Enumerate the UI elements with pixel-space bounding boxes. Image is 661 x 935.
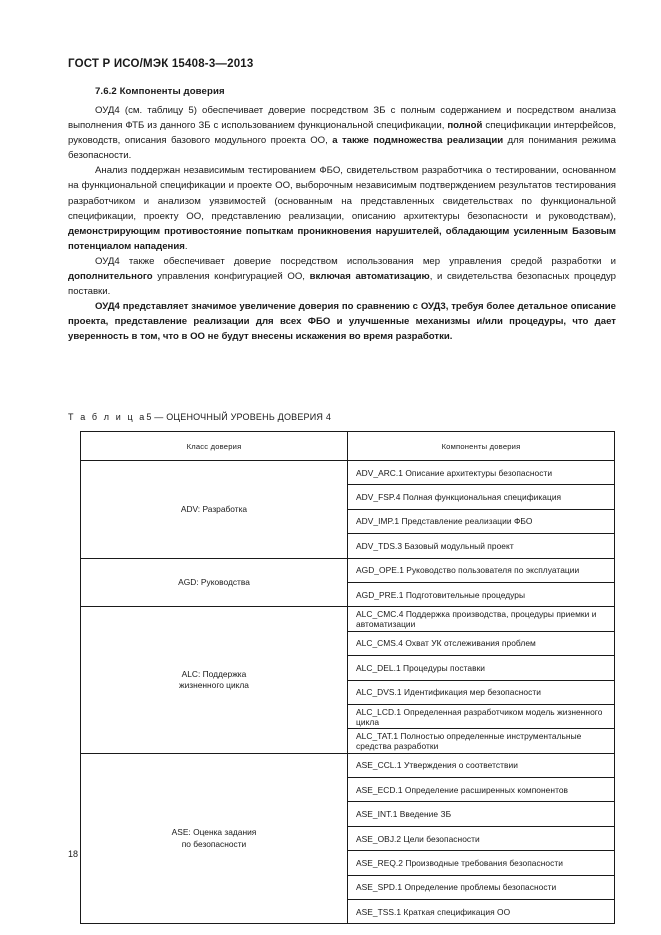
table-row (81, 753, 615, 777)
assurance-component-cell: ALC_CMC.4 Поддержка производства, процедуры приемки и автоматизации (348, 607, 615, 631)
body-paragraph (68, 103, 616, 163)
assurance-component-cell: ALC_LCD.1 Определенная разработчиком модель жизненного цикла (348, 704, 615, 728)
assurance-component-cell: ASE_SPD.1 Определение проблемы безопасности (348, 875, 615, 899)
table-row (81, 461, 615, 485)
paragraph-run-bold: включая автоматизацию (309, 271, 430, 283)
table-body (81, 461, 615, 924)
assurance-component-cell: ASE_INT.1 Введение ЗБ (348, 802, 615, 826)
assurance-level-table (80, 431, 615, 924)
assurance-component-cell: ALC_DEL.1 Процедуры поставки (348, 656, 615, 680)
body-content (68, 86, 616, 345)
body-paragraph (68, 163, 616, 254)
table-caption-text: 5 — ОЦЕНОЧНЫЙ УРОВЕНЬ ДОВЕРИЯ 4 (146, 412, 332, 422)
paragraph-run-bold: дополнительного (68, 271, 153, 283)
table-caption (68, 412, 331, 422)
assurance-component-cell: ASE_ECD.1 Определение расширенных компонентов (348, 778, 615, 802)
assurance-class-cell: AGD: Руководства (81, 558, 348, 607)
assurance-component-cell: ASE_CCL.1 Утверждения о соответствии (348, 753, 615, 777)
assurance-component-cell: AGD_PRE.1 Подготовительные процедуры (348, 582, 615, 606)
page-number: 18 (68, 849, 79, 859)
paragraph-run: спецификации интерфейсов, руководств, описания базового модульного проекта ОО, (68, 120, 616, 147)
table-row (81, 558, 615, 582)
body-paragraph (68, 254, 616, 299)
assurance-component-cell: AGD_OPE.1 Руководство пользователя по эксплуатации (348, 558, 615, 582)
assurance-component-cell: ASE_OBJ.2 Цели безопасности (348, 826, 615, 850)
paragraph-run: . (184, 240, 188, 252)
column-header-components: Компоненты доверия (348, 432, 615, 461)
paragraph-run: Анализ поддержан независимым тестированием ФБО, свидетельством разработчика о тестировании, основанном на функциональной спецификации и проекте ОО, выборочным независимым подтверждением результатов тестирования разработчиком и анализом уязвимостей (основанным на представленных свидетельствах по функциональной спецификации, проекту ОО, представлению реализации, описанию архитектуры безопасности и руководствам), (68, 165, 616, 222)
assurance-component-cell: ALC_TAT.1 Полностью определенные инструментальные средства разработки (348, 729, 615, 753)
paragraph-run: ОУД4 также обеспечивает доверие посредством использования мер управления средой разработки и (95, 255, 616, 267)
standard-header: ГОСТ Р ИСО/МЭК 15408-3—2013 (68, 58, 254, 70)
assurance-component-cell: ADV_TDS.3 Базовый модульный проект (348, 534, 615, 558)
paragraph-run: , и свидетельства безопасных процедур поставки. (68, 271, 616, 298)
paragraph-run: ОУД4 (см. таблицу 5) обеспечивает доверие посредством ЗБ с полным содержанием и посредством анализа выполнения ФТБ из данного ЗБ с использованием функциональной спецификации, (68, 105, 616, 132)
assurance-class-cell: ADV: Разработка (81, 461, 348, 559)
section-heading: 7.6.2 Компоненты доверия (95, 86, 225, 97)
paragraph-run: для понимания режима безопасности. (68, 135, 616, 162)
paragraph-run-bold: ОУД4 представляет значимое увеличение доверия по сравнению с ОУД3, требуя более детальное описание проекта, представление реализации для всех ФБО и улучшенные механизмы и/или процедуры, что дает уверенность в том, что в ОО не будут внесены искажения во время разработки. (68, 301, 616, 343)
assurance-component-cell: ADV_ARC.1 Описание архитектуры безопасности (348, 461, 615, 485)
body-paragraph (68, 299, 616, 344)
assurance-component-cell: ASE_TSS.1 Краткая спецификация ОО (348, 900, 615, 924)
table-head (81, 432, 615, 461)
assurance-component-cell: ALC_DVS.1 Идентификация мер безопасности (348, 680, 615, 704)
table-row (81, 607, 615, 631)
paragraph-run: управления конфигурацией ОО, (152, 271, 310, 283)
assurance-class-cell: ALC: Поддержка жизненного цикла (81, 607, 348, 753)
assurance-component-cell: ASE_REQ.2 Производные требования безопасности (348, 851, 615, 875)
assurance-component-cell: ADV_IMP.1 Представление реализации ФБО (348, 509, 615, 533)
paragraph-container (68, 103, 616, 345)
column-header-class: Класс доверия (81, 432, 348, 461)
assurance-component-cell: ALC_CMS.4 Охват УК отслеживания проблем (348, 631, 615, 655)
table-header-row (81, 432, 615, 461)
assurance-class-cell: ASE: Оценка задания по безопасности (81, 753, 348, 924)
paragraph-run-bold: а также подмножества реализации (332, 135, 504, 147)
assurance-component-cell: ADV_FSP.4 Полная функциональная спецификация (348, 485, 615, 509)
table-caption-label: Т а б л и ц а (68, 412, 147, 422)
paragraph-run-bold: демонстрирующим противостояние попыткам проникновения нарушителей, обладающим усиленным Базовым потенциалом нападения (68, 225, 616, 252)
paragraph-run-bold: полной (447, 120, 483, 132)
